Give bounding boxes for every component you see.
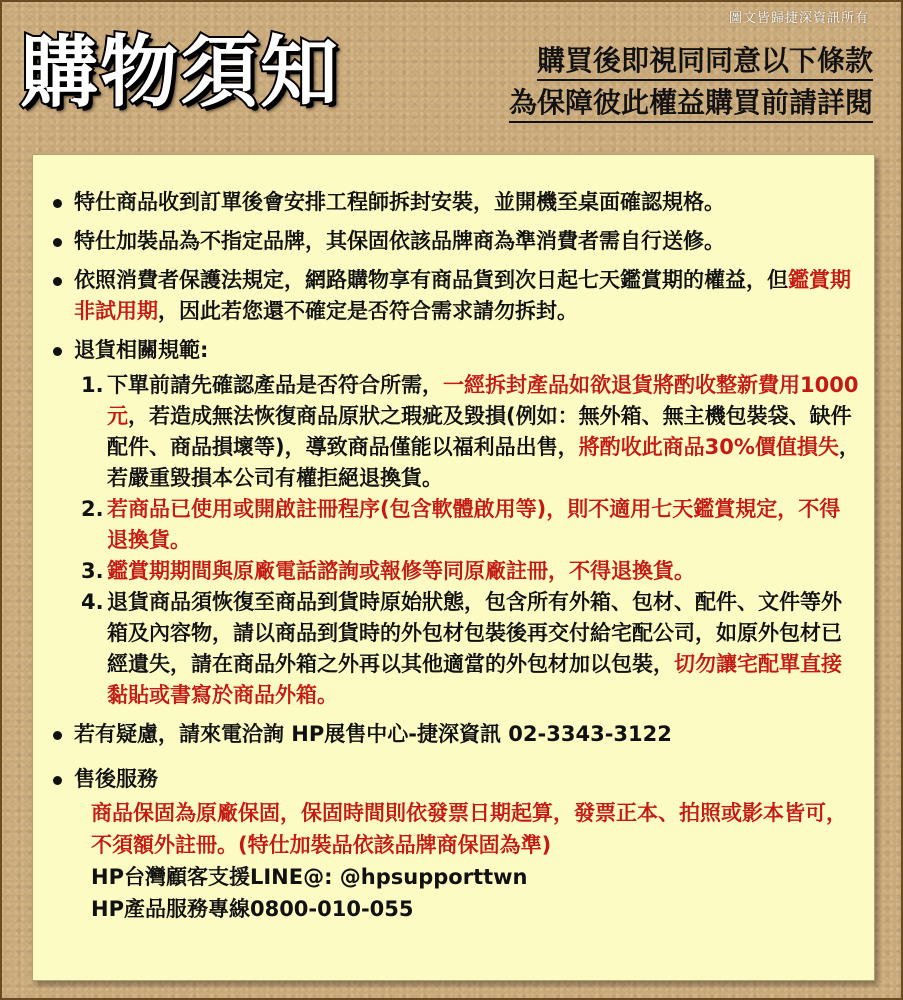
rule-text-highlight: 一經拆封產品如欲退貨將酌收整新費用1000元: [107, 373, 859, 428]
bullet-text: 特仕商品收到訂單後會安排工程師拆封安裝，並開機至桌面確認規格。: [74, 190, 725, 214]
bullet-dot-icon: [53, 776, 62, 785]
bullet-text: 特仕加裝品為不指定品牌，其保固依該品牌商為準消費者需自行送修。: [74, 229, 725, 253]
page-title: 購物須知: [20, 28, 341, 118]
bullet-text: ，因此若您還不確定是否符合需求請勿拆封。: [158, 299, 578, 323]
return-rules-list: [51, 370, 860, 711]
rule-text-highlight: 切勿讓宅配單直接黏貼或書寫於商品外箱。: [107, 652, 842, 707]
rule-text-highlight: 鑑賞期期間與原廠電話諮詢或報修等同原廠註冊，不得退換貨。: [107, 559, 695, 583]
subtitle-line-2: 為保障彼此權益購買前請詳閱: [509, 85, 873, 123]
bullet-item: [51, 335, 860, 366]
contact-text: 若有疑慮，請來電洽詢 HP展售中心-捷深資訊 02-3343-3122: [74, 722, 672, 746]
bullet-text-highlight: 鑑賞期非試用期: [74, 268, 851, 323]
rule-text: 退貨商品須恢復至商品到貨時原始狀態，包含所有外箱、包材、配件、文件等外箱及內容物，請以商品到貨時的外包材包裝後再交付給宅配公司，如原外包材已經遺失，請在商品外箱之外再以其他適當的外包材加以包裝，: [107, 590, 842, 676]
bullet-item: [51, 719, 860, 750]
line-support-text: HP台灣顧客支援LINE@: @hpsupporttwn: [91, 865, 528, 889]
rule-text: 下單前請先確認產品是否符合所需，: [107, 373, 443, 397]
list-item: [51, 370, 860, 494]
bullet-dot-icon: [53, 238, 62, 247]
notice-panel: [32, 154, 875, 981]
subtitle-line-1: 購買後即視同同意以下條款: [537, 43, 873, 81]
bullet-dot-icon: [53, 347, 62, 356]
list-number: 1.: [81, 373, 104, 397]
rule-text: ，若造成無法恢復商品原狀之瑕疵及毀損(例如：無外箱、無主機包裝袋、缺件配件、商品損壞等)，導致商品僅能以福利品出售，: [107, 404, 852, 459]
list-number: 3.: [81, 559, 104, 583]
bullet-text: 退貨相關規範:: [74, 338, 209, 362]
rule-text-highlight: 若商品已使用或開啟註冊程序(包含軟體啟用等)，則不適用七天鑑賞規定，不得退換貨。: [107, 497, 841, 552]
list-number: 2.: [81, 497, 104, 521]
list-item: [51, 494, 860, 556]
copyright-notice: 圖文皆歸捷深資訊所有: [728, 11, 869, 26]
list-item: [51, 587, 860, 711]
list-number: 4.: [81, 590, 104, 614]
subtitle: [509, 40, 873, 124]
rule-text: ，若嚴重毀損本公司有權拒絕退換貨。: [107, 435, 860, 490]
bullet-text: 依照消費者保護法規定，網路購物享有商品貨到次日起七天鑑賞期的權益，但: [74, 268, 788, 292]
bullet-item: [51, 764, 860, 795]
rule-text-highlight: 將酌收此商品30%價值損失: [578, 435, 839, 459]
bullet-dot-icon: [53, 731, 62, 740]
service-hotline-text: HP產品服務專線0800-010-055: [91, 897, 414, 921]
bullet-item: [51, 265, 860, 327]
bullet-item: [51, 187, 860, 218]
warranty-text: 商品保固為原廠保固，保固時間則依發票日期起算，發票正本、拍照或影本皆可，不須額外註冊。(特仕加裝品依該品牌商保固為準): [91, 801, 847, 857]
bullet-dot-icon: [53, 277, 62, 286]
bullet-dot-icon: [53, 199, 62, 208]
after-sales-section: [51, 797, 860, 925]
after-sales-heading: 售後服務: [74, 767, 158, 791]
list-item: [51, 556, 860, 587]
bullet-item: [51, 226, 860, 257]
